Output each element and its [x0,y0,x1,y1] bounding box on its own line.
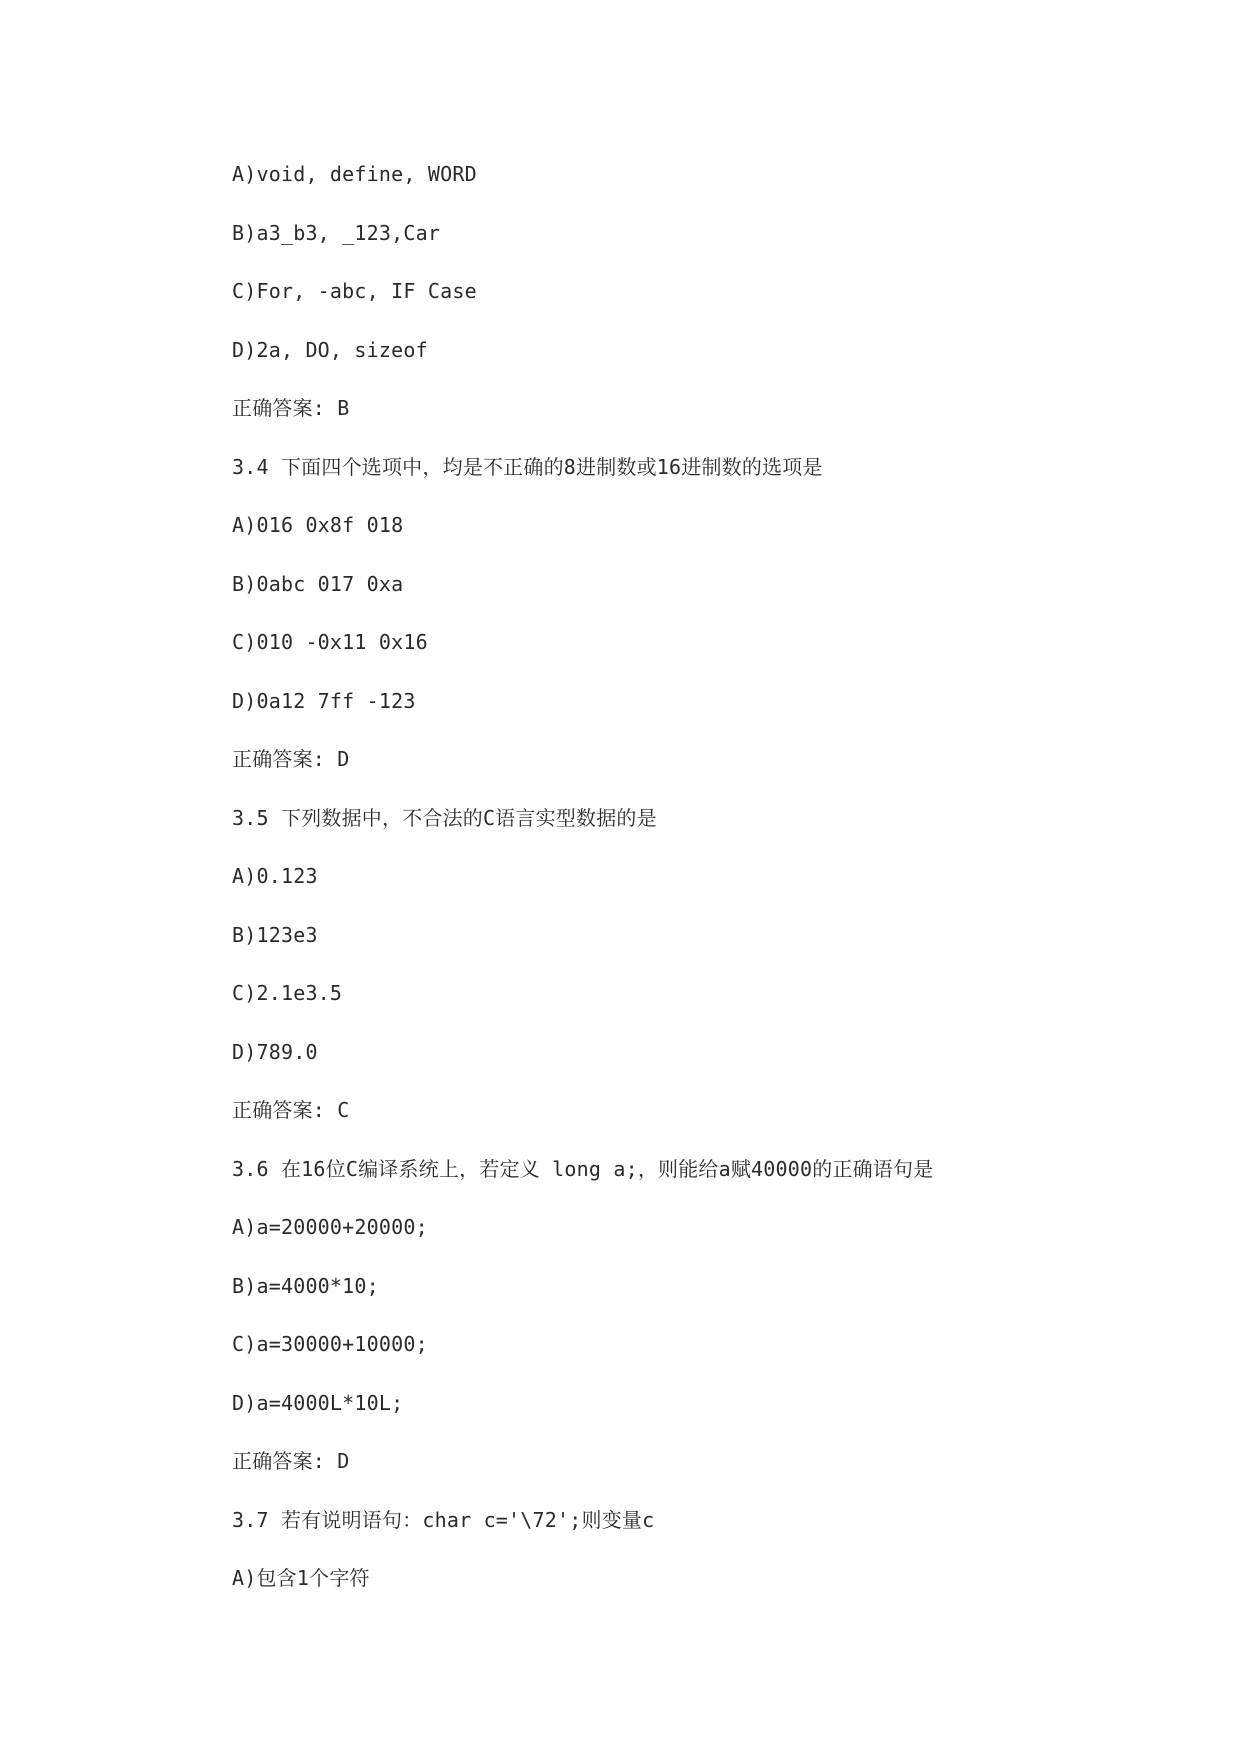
question-3-4: 3.4 下面四个选项中，均是不正确的8进制数或16进制数的选项是 [232,454,823,479]
option-a-line: A)包含1个字符 [232,1566,370,1590]
question-text-block [232,162,1132,1625]
answer-line: 正确答案: D [232,1449,350,1473]
option-b-line: B)a3_b3, _123,Car [232,220,441,245]
option-c-line: C)For, -abc, IF Case [232,279,477,303]
option-d-line: D)0a12 7ff -123 [232,688,416,713]
option-b-line: B)a=4000*10; [232,1273,379,1298]
answer-line: 正确答案: B [232,396,350,420]
question-3-7: 3.7 若有说明语句：char c='\72';则变量c [232,1507,655,1532]
option-a-line: A)void, define, WORD [232,162,477,186]
option-b-line: B)123e3 [232,922,318,947]
option-d-line: D)a=4000L*10L; [232,1390,404,1415]
question-3-6: 3.6 在16位C编译系统上，若定义 long a;，则能给a赋40000的正确语句是 [232,1156,934,1181]
option-c-line: C)2.1e3.5 [232,981,343,1005]
option-a-line: A)a=20000+20000; [232,1215,428,1239]
option-b-line: B)0abc 017 0xa [232,571,404,596]
answer-line: 正确答案: D [232,747,350,771]
option-d-line: D)789.0 [232,1039,318,1064]
option-d-line: D)2a, DO, sizeof [232,337,428,362]
option-a-line: A)0.123 [232,864,318,888]
answer-line: 正确答案: C [232,1098,350,1122]
question-3-5: 3.5 下列数据中，不合法的C语言实型数据的是 [232,805,657,830]
option-c-line: C)a=30000+10000; [232,1332,428,1356]
option-a-line: A)016 0x8f 018 [232,513,404,537]
option-c-line: C)010 -0x11 0x16 [232,630,428,654]
